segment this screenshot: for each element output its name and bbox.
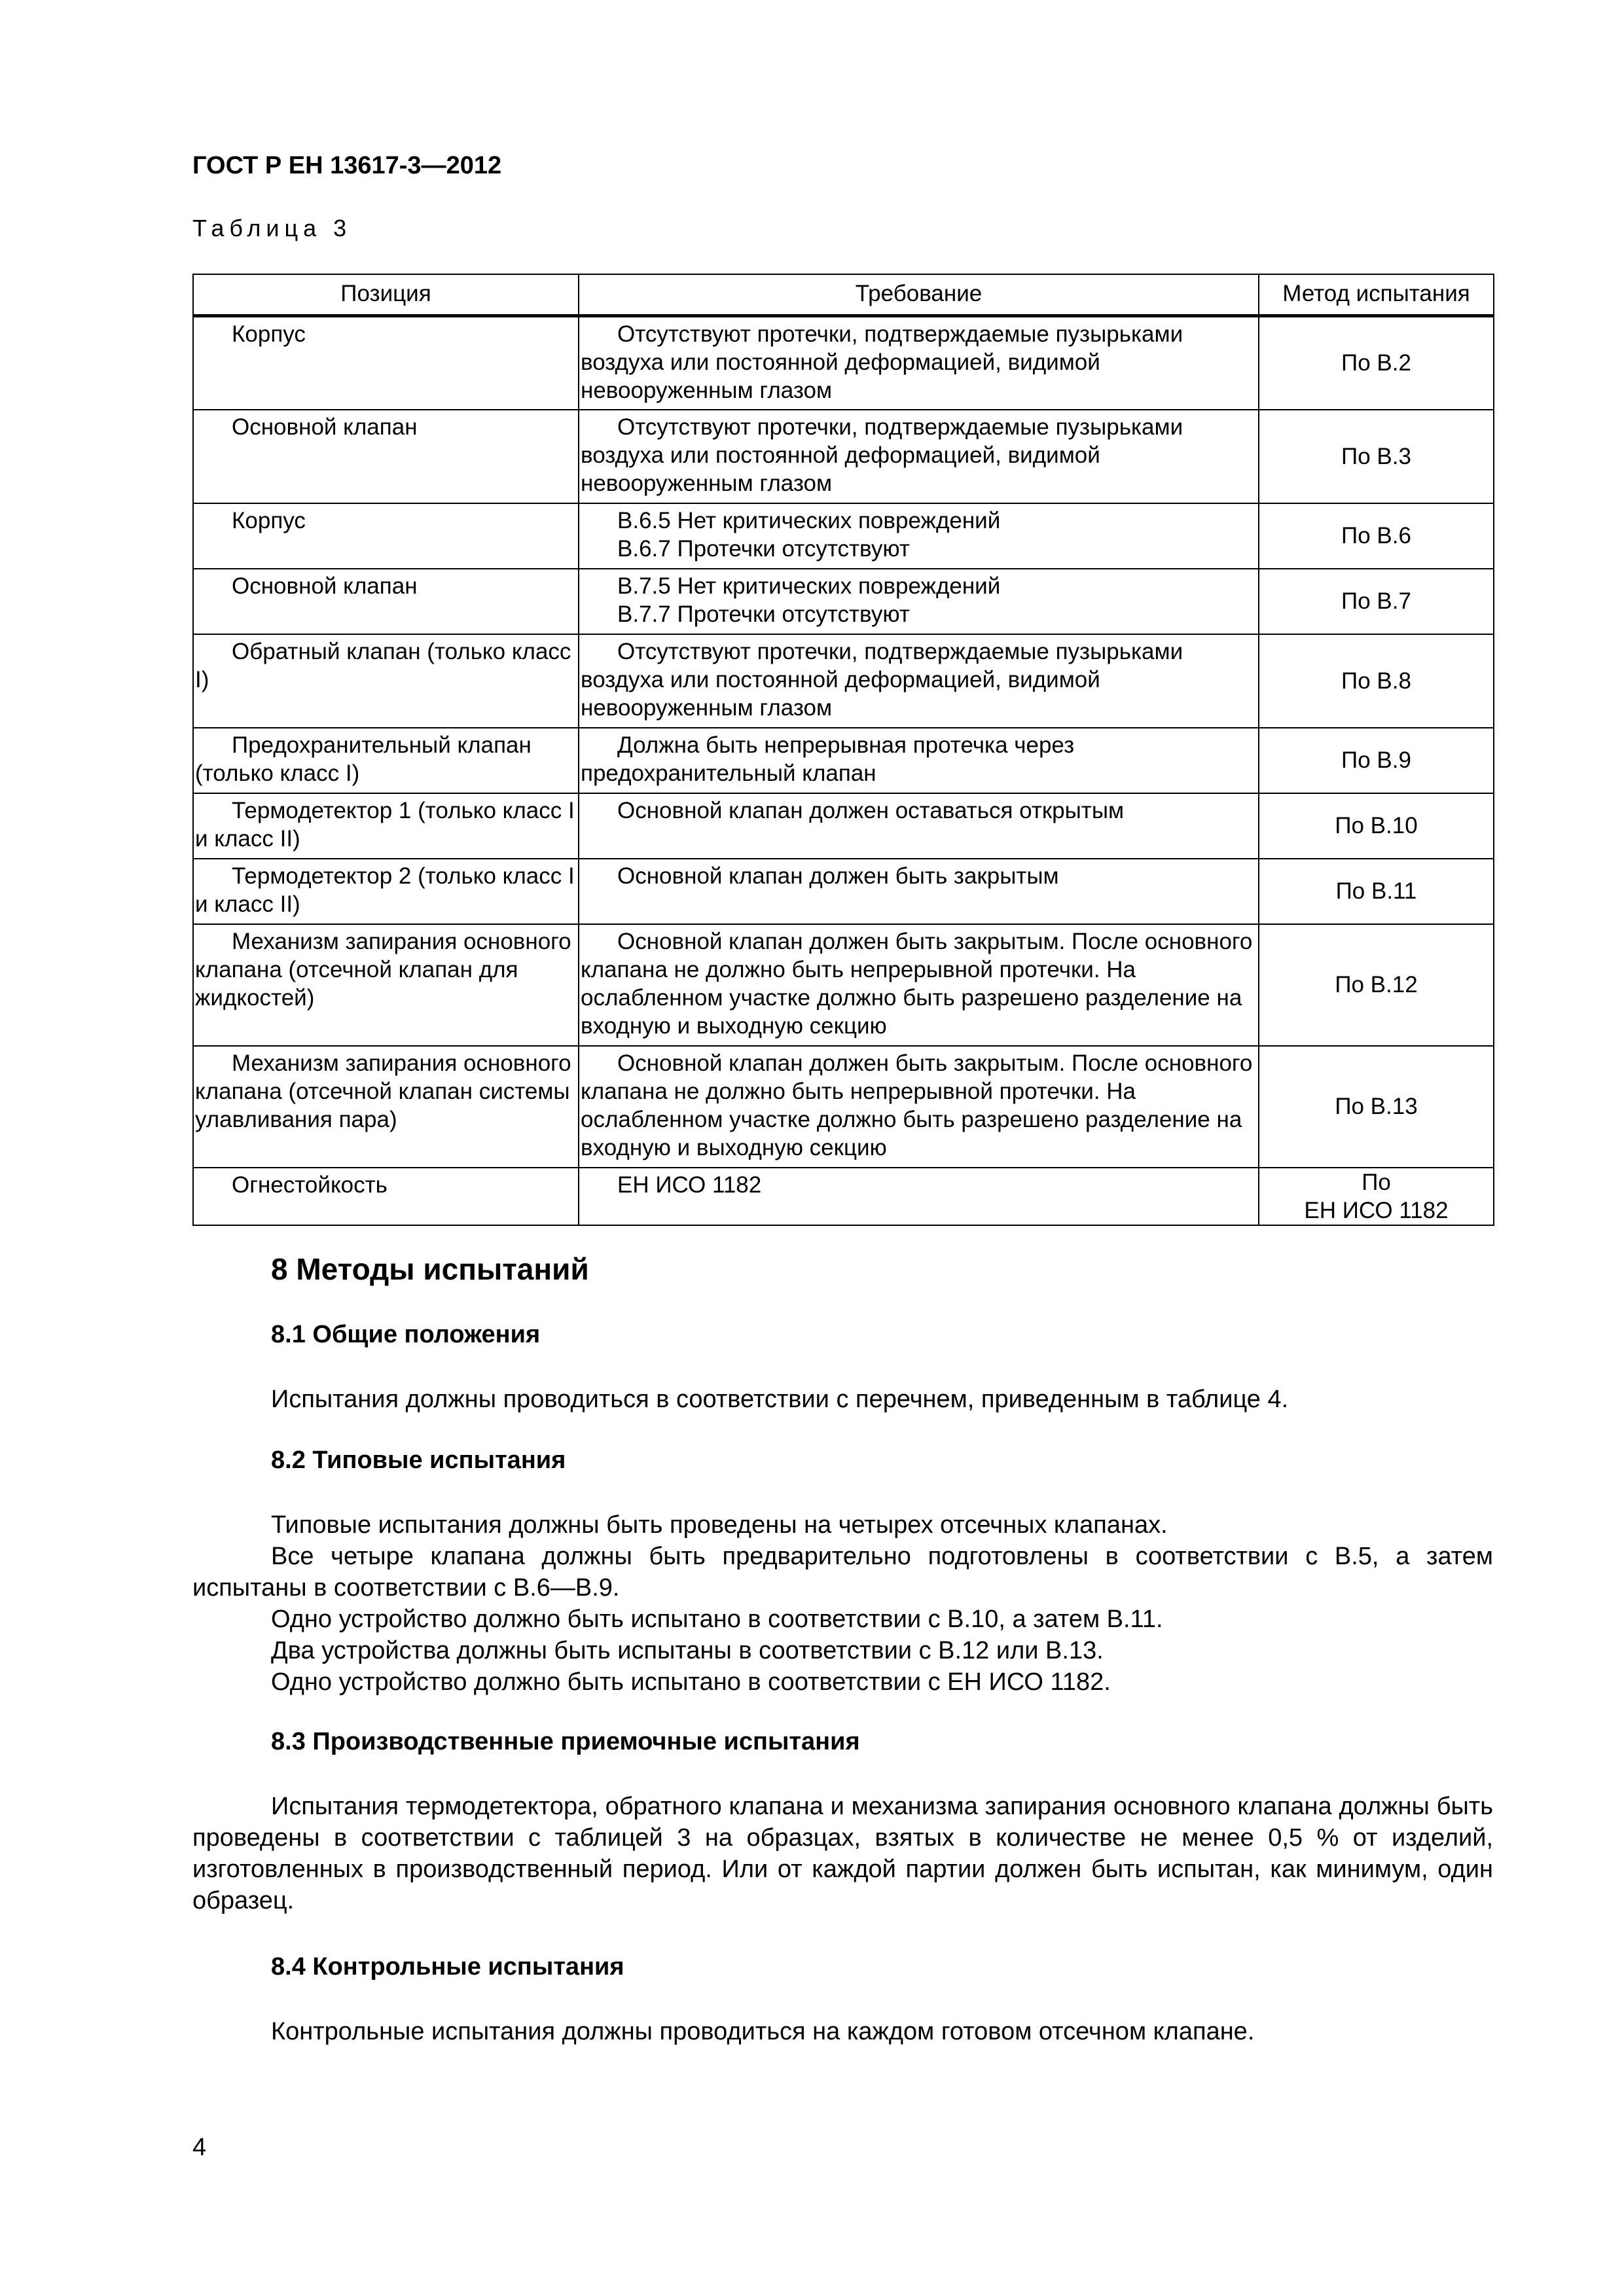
table-row [193,924,1494,1046]
section-8-2-paragraph: Два устройства должны быть испытаны в соответствии с В.12 или В.13. [271,1637,1104,1664]
section-8-4-text: Контрольные испытания должны проводиться на каждом готовом отсечном клапане. [271,2018,1255,2045]
column-header-position: Позиция [193,274,579,316]
cell-requirement: Основной клапан должен быть закрытым [579,859,1259,924]
table-row [193,503,1494,569]
column-header-requirement: Требование [579,274,1259,316]
cell-position: Механизм запирания основного клапана (отсечной клапан для жидкостей) [193,924,579,1046]
table-row [193,410,1494,503]
section-8-2-paragraph: Типовые испытания должны быть проведены на четырех отсечных клапанах. [271,1511,1168,1539]
cell-requirement: Должна быть непрерывная протечка через предохранительный клапан [579,728,1259,793]
cell-position: Корпус [193,316,579,410]
cell-requirement: Основной клапан должен оставаться открытым [579,793,1259,859]
method-line: По [1362,1169,1391,1195]
page-number: 4 [192,2134,207,2161]
cell-position: Основной клапан [193,569,579,634]
section-8-4-heading: 8.4 Контрольные испытания [271,1953,624,1981]
cell-position: Предохранительный клапан (только класс I) [193,728,579,793]
requirement-line: В.6.5 Нет критических повреждений [617,507,1001,533]
section-8-heading: 8 Методы испытаний [271,1252,589,1286]
table-row [193,1168,1494,1225]
cell-requirement: Основной клапан должен быть закрытым. После основного клапана не должно быть непрерывной протечки. На ослабленном участке должно быть разрешено разделение на входную и выходную секцию [579,924,1259,1046]
cell-method: По В.11 [1259,859,1494,924]
table-row [193,1046,1494,1168]
cell-method: По В.9 [1259,728,1494,793]
cell-method: По В.7 [1259,569,1494,634]
cell-position: Механизм запирания основного клапана (отсечной клапан системы улавливания пара) [193,1046,579,1168]
cell-method: По В.6 [1259,503,1494,569]
section-8-3-text: Испытания термодетектора, обратного клапана и механизма запирания основного клапана должны быть проведены в соответствии с таблицей 3 на образцах, взятых в количестве не менее 0,5 % от изделий, изготовленных в производственный период. Или от каждой партии должен быть испытан, как минимум, один образец. [192,1793,1493,1914]
cell-method: По В.12 [1259,924,1494,1046]
section-8-2-heading: 8.2 Типовые испытания [271,1446,566,1474]
cell-method [1259,1168,1494,1225]
cell-requirement: Отсутствуют протечки, подтверждаемые пузырьками воздуха или постоянной деформацией, видимой невооруженным глазом [579,410,1259,503]
cell-position: Основной клапан [193,410,579,503]
requirements-table [192,274,1494,1226]
cell-position: Огнестойкость [193,1168,579,1225]
section-8-2-paragraph: Одно устройство должно быть испытано в соответствии с ЕН ИСО 1182. [271,1668,1111,1696]
cell-requirement: Отсутствуют протечки, подтверждаемые пузырьками воздуха или постоянной деформацией, видимой невооруженным глазом [579,634,1259,728]
cell-position: Корпус [193,503,579,569]
table-row [193,859,1494,924]
method-line: ЕН ИСО 1182 [1304,1197,1449,1223]
cell-requirement [579,503,1259,569]
document-code: ГОСТ Р ЕН 13617-3—2012 [192,152,502,179]
cell-requirement: Отсутствуют протечки, подтверждаемые пузырьками воздуха или постоянной деформацией, видимой невооруженным глазом [579,316,1259,410]
requirement-line: В.6.7 Протечки отсутствуют [617,535,910,562]
requirement-line: В.7.5 Нет критических повреждений [617,573,1001,599]
cell-requirement: ЕН ИСО 1182 [579,1168,1259,1225]
column-header-method: Метод испытания [1259,274,1494,316]
table-row [193,316,1494,410]
section-8-2-paragraph: Одно устройство должно быть испытано в соответствии с В.10, а затем В.11. [271,1605,1163,1633]
cell-method: По В.3 [1259,410,1494,503]
table-row [193,728,1494,793]
table-row [193,569,1494,634]
cell-position: Термодетектор 2 (только класс I и класс II) [193,859,579,924]
cell-requirement: Основной клапан должен быть закрытым. После основного клапана не должно быть непрерывной протечки. На ослабленном участке должно быть разрешено разделение на входную и выходную секцию [579,1046,1259,1168]
table-row [193,634,1494,728]
table-row [193,793,1494,859]
table-header-row [193,274,1494,316]
section-8-3-heading: 8.3 Производственные приемочные испытания [271,1728,860,1755]
cell-position: Термодетектор 1 (только класс I и класс II) [193,793,579,859]
section-8-2-paragraph: Все четыре клапана должны быть предварительно подготовлены в соответствии с В.5, а затем испытаны в соответствии с В.6—В.9. [192,1543,1493,1602]
cell-method: По В.10 [1259,793,1494,859]
table-caption: Таблица 3 [192,215,352,242]
cell-method: По В.2 [1259,316,1494,410]
cell-requirement [579,569,1259,634]
requirement-line: В.7.7 Протечки отсутствуют [617,601,910,627]
cell-method: По В.8 [1259,634,1494,728]
cell-method: По В.13 [1259,1046,1494,1168]
cell-position: Обратный клапан (только класс I) [193,634,579,728]
section-8-1-heading: 8.1 Общие положения [271,1321,541,1348]
section-8-1-text: Испытания должны проводиться в соответствии с перечнем, приведенным в таблице 4. [271,1386,1289,1413]
